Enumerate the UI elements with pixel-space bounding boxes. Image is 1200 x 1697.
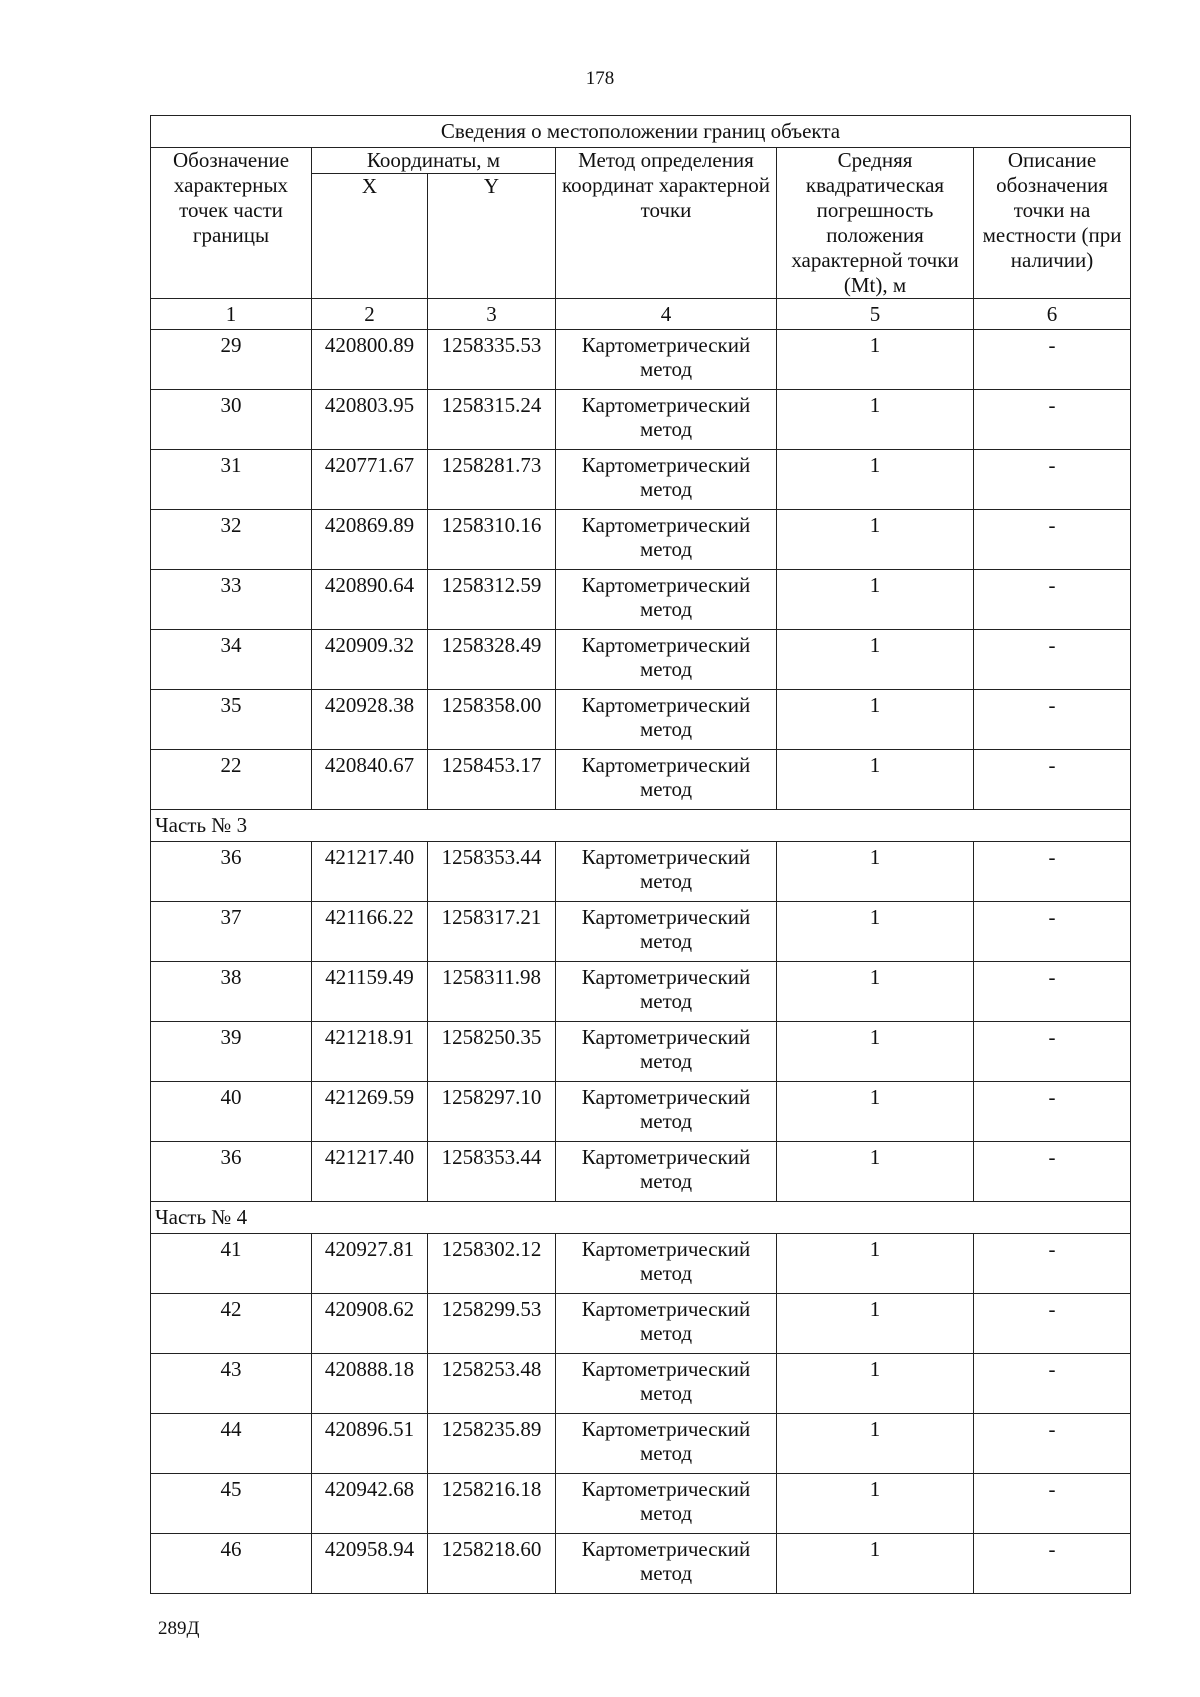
cell-error: 1 [777,750,974,810]
table-row [151,1082,1131,1142]
page-number: 178 [585,68,615,89]
cell-point: 30 [151,390,312,450]
cell-point: 42 [151,1294,312,1354]
table-title: Сведения о местоположении границ объекта [151,116,1131,148]
cell-description: - [974,330,1131,390]
cell-y: 1258235.89 [428,1414,556,1474]
cell-error: 1 [777,902,974,962]
cell-point: 34 [151,630,312,690]
cell-method: Картометрический метод [556,1082,777,1142]
cell-method: Картометрический метод [556,570,777,630]
cell-method: Картометрический метод [556,750,777,810]
table-row [151,450,1131,510]
cell-point: 33 [151,570,312,630]
cell-error: 1 [777,1142,974,1202]
cell-x: 421159.49 [312,962,428,1022]
table-row [151,1354,1131,1414]
cell-y: 1258453.17 [428,750,556,810]
footer-code: 289Д [158,1618,200,1639]
table-row [151,1022,1131,1082]
header-coords: Координаты, м [312,148,556,174]
table-body [151,330,1131,1594]
cell-point: 39 [151,1022,312,1082]
cell-x: 420958.94 [312,1534,428,1594]
cell-method: Картометрический метод [556,1234,777,1294]
cell-y: 1258281.73 [428,450,556,510]
table-row [151,630,1131,690]
cell-error: 1 [777,630,974,690]
cell-point: 43 [151,1354,312,1414]
cell-method: Картометрический метод [556,902,777,962]
cell-description: - [974,750,1131,810]
cell-x: 420800.89 [312,330,428,390]
cell-error: 1 [777,962,974,1022]
part-heading: Часть № 4 [151,1202,1131,1234]
cell-error: 1 [777,450,974,510]
cell-x: 421166.22 [312,902,428,962]
cell-x: 420908.62 [312,1294,428,1354]
cell-y: 1258358.00 [428,690,556,750]
cell-x: 420928.38 [312,690,428,750]
cell-point: 38 [151,962,312,1022]
cell-point: 44 [151,1414,312,1474]
table-row [151,750,1131,810]
cell-x: 420909.32 [312,630,428,690]
cell-y: 1258216.18 [428,1474,556,1534]
cell-method: Картометрический метод [556,1022,777,1082]
cell-method: Картометрический метод [556,842,777,902]
header-description: Описание обозначения точки на местности (при наличии) [974,148,1131,299]
header-point: Обозначение характерных точек части границы [151,148,312,299]
cell-y: 1258312.59 [428,570,556,630]
cell-y: 1258353.44 [428,1142,556,1202]
cell-x: 420890.64 [312,570,428,630]
cell-description: - [974,842,1131,902]
cell-method: Картометрический метод [556,510,777,570]
column-number: 4 [556,299,777,330]
cell-method: Картометрический метод [556,330,777,390]
cell-error: 1 [777,1474,974,1534]
cell-method: Картометрический метод [556,1534,777,1594]
cell-y: 1258317.21 [428,902,556,962]
cell-y: 1258250.35 [428,1022,556,1082]
cell-description: - [974,1354,1131,1414]
cell-description: - [974,1082,1131,1142]
cell-point: 36 [151,842,312,902]
cell-point: 45 [151,1474,312,1534]
cell-error: 1 [777,510,974,570]
cell-y: 1258315.24 [428,390,556,450]
cell-y: 1258328.49 [428,630,556,690]
cell-description: - [974,510,1131,570]
cell-method: Картометрический метод [556,390,777,450]
cell-point: 22 [151,750,312,810]
table-row [151,330,1131,390]
cell-method: Картометрический метод [556,1354,777,1414]
table-row [151,390,1131,450]
table-row [151,1414,1131,1474]
table-row [151,1534,1131,1594]
cell-description: - [974,962,1131,1022]
cell-error: 1 [777,1354,974,1414]
cell-point: 37 [151,902,312,962]
cell-y: 1258297.10 [428,1082,556,1142]
cell-description: - [974,1234,1131,1294]
table-row [151,842,1131,902]
table-row [151,510,1131,570]
cell-x: 420927.81 [312,1234,428,1294]
cell-description: - [974,1474,1131,1534]
cell-error: 1 [777,690,974,750]
column-number: 2 [312,299,428,330]
part-heading: Часть № 3 [151,810,1131,842]
cell-x: 420869.89 [312,510,428,570]
cell-x: 421218.91 [312,1022,428,1082]
table-row [151,1142,1131,1202]
cell-error: 1 [777,1022,974,1082]
header-method: Метод определения координат характерной точки [556,148,777,299]
table-row [151,1474,1131,1534]
table-row [151,570,1131,630]
cell-point: 36 [151,1142,312,1202]
cell-y: 1258335.53 [428,330,556,390]
cell-description: - [974,630,1131,690]
cell-error: 1 [777,330,974,390]
header-x: X [312,174,428,299]
cell-description: - [974,1294,1131,1354]
cell-point: 41 [151,1234,312,1294]
table-row [151,690,1131,750]
cell-method: Картометрический метод [556,1414,777,1474]
cell-x: 420888.18 [312,1354,428,1414]
part-heading-row [151,810,1131,842]
cell-y: 1258302.12 [428,1234,556,1294]
cell-error: 1 [777,842,974,902]
column-number: 6 [974,299,1131,330]
cell-x: 420942.68 [312,1474,428,1534]
cell-y: 1258311.98 [428,962,556,1022]
cell-point: 31 [151,450,312,510]
column-number: 3 [428,299,556,330]
table-row [151,962,1131,1022]
cell-error: 1 [777,390,974,450]
cell-error: 1 [777,1294,974,1354]
cell-description: - [974,1142,1131,1202]
cell-description: - [974,902,1131,962]
table-row [151,902,1131,962]
cell-method: Картометрический метод [556,1142,777,1202]
cell-point: 32 [151,510,312,570]
cell-method: Картометрический метод [556,1474,777,1534]
cell-point: 29 [151,330,312,390]
cell-description: - [974,450,1131,510]
cell-x: 420896.51 [312,1414,428,1474]
header-y: Y [428,174,556,299]
column-number: 1 [151,299,312,330]
cell-description: - [974,1534,1131,1594]
cell-point: 35 [151,690,312,750]
cell-method: Картометрический метод [556,962,777,1022]
cell-x: 420771.67 [312,450,428,510]
cell-error: 1 [777,1414,974,1474]
cell-x: 420803.95 [312,390,428,450]
cell-y: 1258218.60 [428,1534,556,1594]
boundary-table [150,115,1131,1594]
cell-method: Картометрический метод [556,690,777,750]
cell-method: Картометрический метод [556,1294,777,1354]
cell-description: - [974,690,1131,750]
cell-method: Картометрический метод [556,630,777,690]
cell-x: 421217.40 [312,1142,428,1202]
table-row [151,1234,1131,1294]
cell-error: 1 [777,1234,974,1294]
part-heading-row [151,1202,1131,1234]
cell-description: - [974,390,1131,450]
cell-y: 1258353.44 [428,842,556,902]
cell-y: 1258253.48 [428,1354,556,1414]
column-number: 5 [777,299,974,330]
cell-x: 421269.59 [312,1082,428,1142]
cell-error: 1 [777,570,974,630]
cell-error: 1 [777,1534,974,1594]
cell-x: 420840.67 [312,750,428,810]
cell-description: - [974,570,1131,630]
cell-y: 1258310.16 [428,510,556,570]
header-error: Средняя квадратическая погрешность положения характерной точки (Mt), м [777,148,974,299]
cell-y: 1258299.53 [428,1294,556,1354]
table-row [151,1294,1131,1354]
cell-point: 40 [151,1082,312,1142]
cell-description: - [974,1414,1131,1474]
cell-error: 1 [777,1082,974,1142]
cell-method: Картометрический метод [556,450,777,510]
cell-description: - [974,1022,1131,1082]
cell-point: 46 [151,1534,312,1594]
cell-x: 421217.40 [312,842,428,902]
